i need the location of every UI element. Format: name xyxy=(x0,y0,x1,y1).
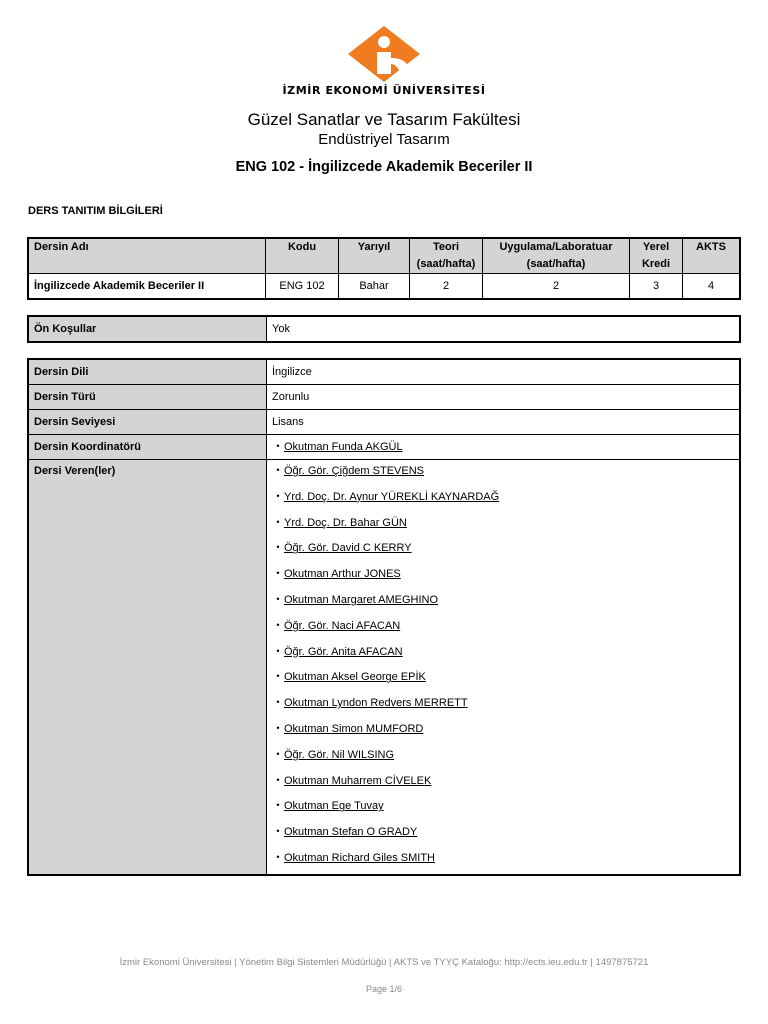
instructor-list xyxy=(272,461,734,874)
type-label: Dersin Türü xyxy=(28,385,267,410)
instructor-link[interactable]: Yrd. Doç. Dr. Aynur YÜREKLİ KAYNARDAĞ xyxy=(284,490,500,503)
coordinator-label: Dersin Koordinatörü xyxy=(28,435,267,460)
code-value: ENG 102 xyxy=(266,274,339,300)
header-ects: AKTS xyxy=(683,238,741,274)
instructor-item xyxy=(272,693,734,719)
bullet-icon: • xyxy=(276,619,280,630)
instructor-link[interactable]: Öğr. Gör. David C KERRY xyxy=(284,542,412,555)
level-value: Lisans xyxy=(267,410,741,435)
prerequisites-table xyxy=(27,315,741,343)
lab-value: 2 xyxy=(483,274,630,300)
instructor-item xyxy=(272,796,734,822)
instructor-item xyxy=(272,461,734,487)
header-semester: Yarıyıl xyxy=(339,238,410,274)
instructor-item xyxy=(272,848,734,874)
course-title: ENG 102 - İngilizcede Akademik Beceriler II xyxy=(235,159,533,175)
bullet-icon: • xyxy=(276,722,280,733)
bullet-icon: • xyxy=(276,774,280,785)
type-row xyxy=(28,385,740,410)
instructor-item xyxy=(272,590,734,616)
footer-text: İzmir Ekonomi Üniversitesi | Yönetim Bilgi Sistemleri Müdürlüğü | AKTS ve TYYÇ Kataloğu: http://ects.ieu.edu.tr | 1497875721 xyxy=(119,957,649,968)
prerequisites-label: Ön Koşullar xyxy=(28,316,267,342)
instructor-link[interactable]: Okutman Margaret AMEGHINO xyxy=(284,593,439,606)
page-number: Page 1/6 xyxy=(365,984,403,994)
instructor-link[interactable]: Okutman Aksel George EPİK xyxy=(284,671,426,684)
instructor-item xyxy=(272,745,734,771)
course-name-value: İngilizcede Akademik Beceriler II xyxy=(28,274,266,300)
instructors-row xyxy=(28,460,740,875)
level-row xyxy=(28,410,740,435)
language-row xyxy=(28,359,740,385)
bullet-icon: • xyxy=(276,671,280,682)
instructor-link[interactable]: Okutman Muharrem CİVELEK xyxy=(284,774,432,787)
bullet-icon: • xyxy=(276,516,280,527)
bullet-icon: • xyxy=(276,851,280,862)
instructor-link[interactable]: Okutman Lyndon Redvers MERRETT xyxy=(284,697,468,710)
course-info-header-row xyxy=(28,238,740,274)
coordinator-link[interactable]: Okutman Funda AKGÜL xyxy=(284,441,403,453)
department-name: Endüstriyel Tasarım xyxy=(318,131,450,148)
instructor-item xyxy=(272,642,734,668)
semester-value: Bahar xyxy=(339,274,410,300)
coordinator-cell xyxy=(267,435,741,460)
instructor-item xyxy=(272,719,734,745)
bullet-icon: • xyxy=(276,826,280,837)
instructor-link[interactable]: Okutman Simon MUMFORD xyxy=(284,722,424,735)
university-logo xyxy=(0,24,768,97)
instructor-link[interactable]: Öğr. Gör. Naci AFACAN xyxy=(284,619,401,632)
instructor-item xyxy=(272,513,734,539)
language-value: İngilizce xyxy=(267,359,741,385)
instructors-cell xyxy=(267,460,741,875)
instructor-link[interactable]: Yrd. Doç. Dr. Bahar GÜN xyxy=(284,516,407,529)
bullet-icon: • xyxy=(276,697,280,708)
header-course-name: Dersin Adı xyxy=(28,238,266,274)
instructor-link[interactable]: Öğr. Gör. Nil WILSING xyxy=(284,748,395,761)
bullet-icon: • xyxy=(276,490,280,501)
bullet-icon: • xyxy=(276,645,280,656)
instructor-link[interactable]: Öğr. Gör. Çiğdem STEVENS xyxy=(284,465,424,477)
faculty-name: Güzel Sanatlar ve Tasarım Fakültesi xyxy=(247,110,521,129)
theory-value: 2 xyxy=(410,274,483,300)
instructor-link[interactable]: Okutman Stefan O GRADY xyxy=(284,826,418,839)
ects-value: 4 xyxy=(683,274,741,300)
header-theory: Teori (saat/hafta) xyxy=(410,238,483,274)
instructors-label: Dersi Veren(ler) xyxy=(28,460,267,875)
header-local-credit: Yerel Kredi xyxy=(630,238,683,274)
instructor-item xyxy=(272,538,734,564)
prerequisites-row xyxy=(28,316,740,342)
bullet-icon: • xyxy=(276,748,280,759)
bullet-icon: • xyxy=(276,465,280,475)
university-name: İZMİR EKONOMİ ÜNİVERSİTESİ xyxy=(282,84,486,97)
instructor-link[interactable]: Öğr. Gör. Anita AFACAN xyxy=(284,645,403,658)
language-label: Dersin Dili xyxy=(28,359,267,385)
header-lab: Uygulama/Laboratuar (saat/hafta) xyxy=(483,238,630,274)
instructor-item xyxy=(272,822,734,848)
coordinator-row xyxy=(28,435,740,460)
bullet-icon: • xyxy=(276,593,280,604)
type-value: Zorunlu xyxy=(267,385,741,410)
bullet-icon: • xyxy=(276,800,280,811)
instructor-link[interactable]: Okutman Arthur JONES xyxy=(284,568,401,581)
course-details-table xyxy=(27,358,741,876)
instructor-item xyxy=(272,771,734,797)
instructor-item xyxy=(272,564,734,590)
course-info-value-row xyxy=(28,274,740,300)
course-info-table xyxy=(27,237,741,300)
bullet-icon: • xyxy=(276,441,280,451)
instructor-item xyxy=(272,667,734,693)
section-title: DERS TANITIM BİLGİLERİ xyxy=(28,205,163,217)
instructor-link[interactable]: Okutman Ege Tuvay xyxy=(284,800,384,813)
local-credit-value: 3 xyxy=(630,274,683,300)
level-label: Dersin Seviyesi xyxy=(28,410,267,435)
instructor-link[interactable]: Okutman Richard Giles SMITH xyxy=(284,851,435,864)
university-emblem-icon xyxy=(346,24,422,82)
instructor-item xyxy=(272,487,734,513)
bullet-icon: • xyxy=(276,568,280,579)
header-code: Kodu xyxy=(266,238,339,274)
prerequisites-value: Yok xyxy=(267,316,741,342)
instructor-item xyxy=(272,616,734,642)
bullet-icon: • xyxy=(276,542,280,553)
